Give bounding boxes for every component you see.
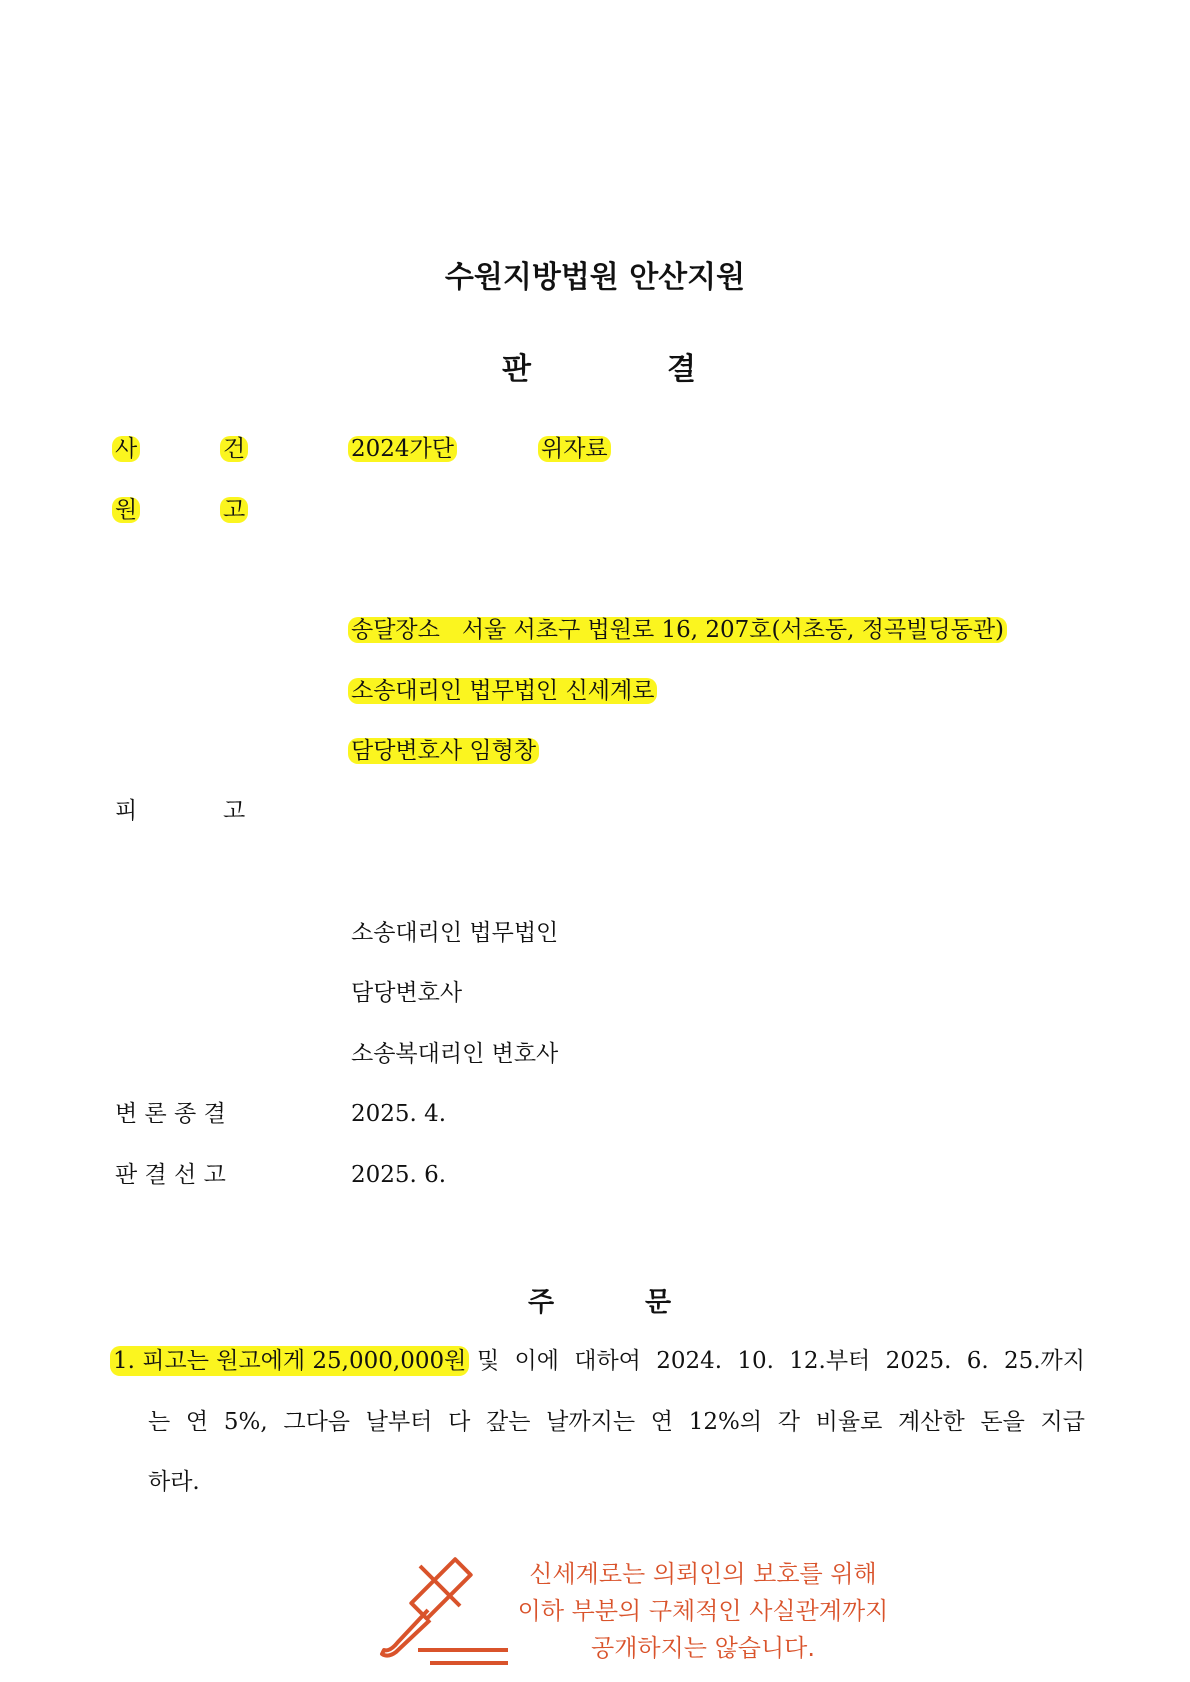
address-value: 서울 서초구 법원로 16, 207호(서초동, 정곡빌딩동관): [461, 617, 1005, 643]
case-label-1: 사: [112, 436, 140, 462]
plaintiff-attorney: 소송대리인 법무법인 신세계로: [348, 678, 657, 704]
plaintiff-lawyer: 담당변호사 임형창: [348, 738, 539, 764]
plaintiff-label-1: 원: [112, 497, 140, 523]
order-title-2: 문: [645, 1287, 672, 1318]
defendant-sub-attorney: 소송복대리인 변호사: [351, 1041, 559, 1067]
order-line2: 는 연 5%, 그다음 날부터 다 갚는 날까지는 연 12%의 각 비율로 계산한 돈을 지급: [148, 1409, 1085, 1435]
order-title-1: 주: [528, 1287, 555, 1318]
defendant-lawyer: 담당변호사: [351, 980, 463, 1006]
gavel-icon: [378, 1550, 513, 1670]
defendant-attorney: 소송대리인 법무법인: [351, 920, 559, 946]
plaintiff-label-2: 고: [220, 497, 248, 523]
case-name: 위자료: [538, 436, 611, 462]
address-label: 송달장소: [351, 617, 440, 643]
plaintiff-address: [348, 617, 1007, 643]
court-name: 수원지방법원 안산지원: [444, 260, 746, 295]
notice-line-3: 공개하지는 않습니다.: [591, 1634, 815, 1662]
notice: [503, 1556, 903, 1667]
notice-line-1: 신세계로는 의뢰인의 보호를 위해: [529, 1560, 877, 1588]
closing-label: 변 론 종 결: [115, 1101, 226, 1127]
defendant-label-1: 피: [115, 798, 138, 824]
order-line3: 하라.: [148, 1469, 200, 1495]
case-label-2: 건: [220, 436, 248, 462]
case-number: 2024가단: [348, 436, 457, 462]
order-highlight: 1. 피고는 원고에게 25,000,000원: [110, 1346, 469, 1376]
doc-title-1: 판: [502, 352, 531, 387]
defendant-label-2: 고: [223, 798, 246, 824]
closing-date: 2025. 4.: [351, 1101, 447, 1127]
verdict-date: 2025. 6.: [351, 1162, 447, 1188]
doc-title-2: 결: [667, 352, 696, 387]
order-line1: 및 이에 대하여 2024. 10. 12.부터 2025. 6. 25.까지: [476, 1348, 1085, 1374]
notice-line-2: 이하 부분의 구체적인 사실관계까지: [517, 1597, 889, 1625]
verdict-label: 판 결 선 고: [115, 1162, 226, 1188]
